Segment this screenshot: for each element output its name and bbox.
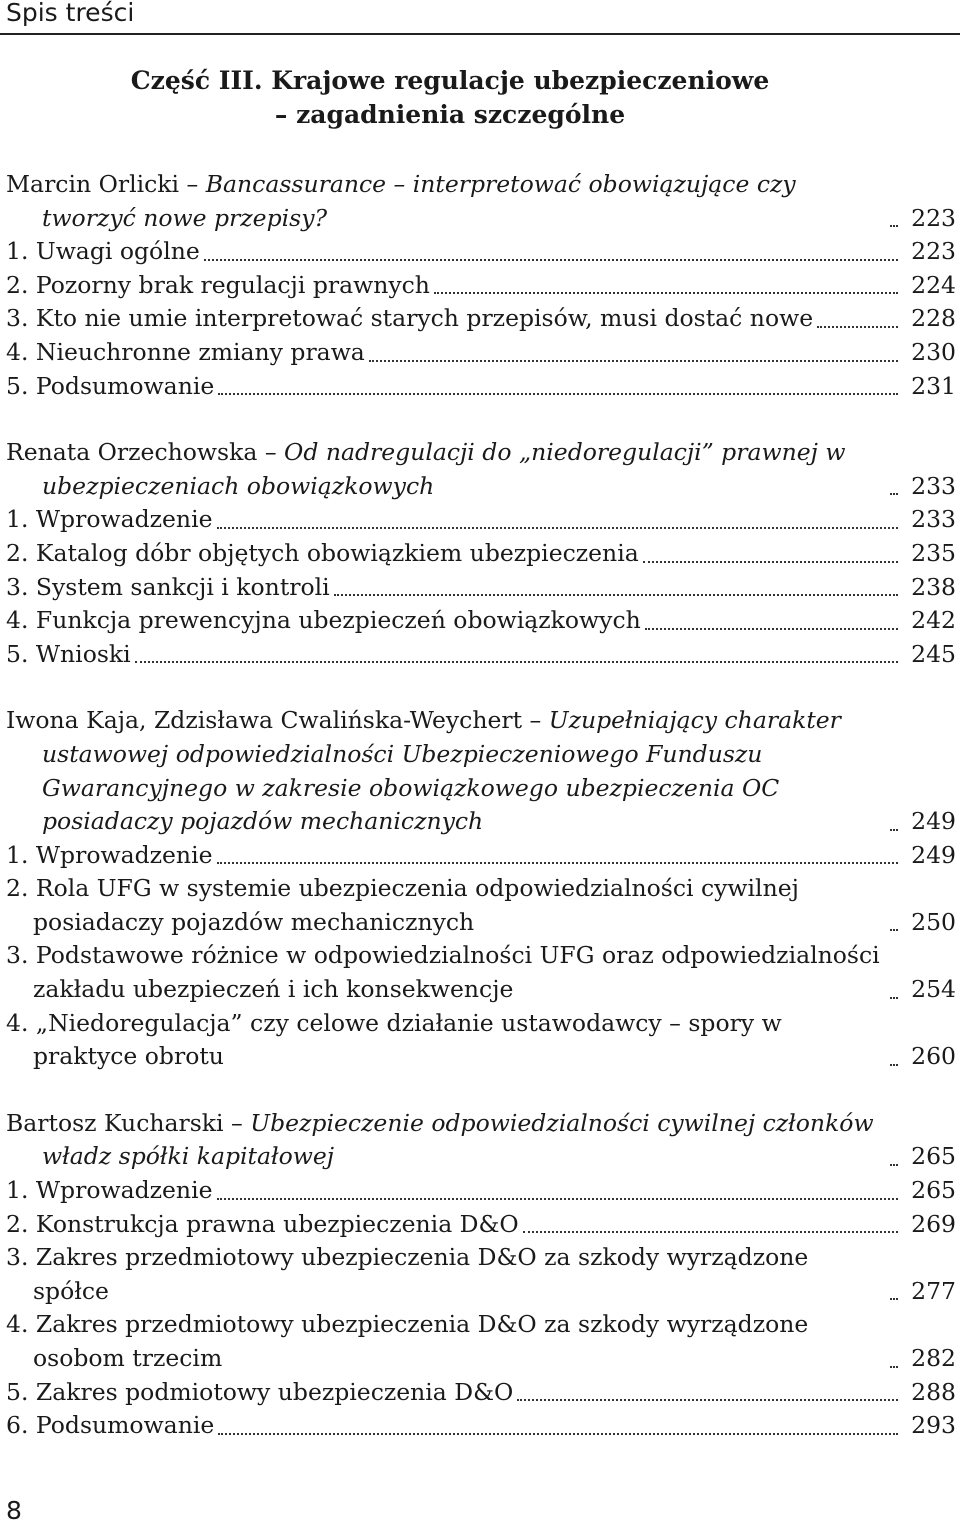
section-label: 3. Podstawowe różnice w odpowiedzialności UFG oraz odpowiedzialności zakładu ubezpieczeń i ich konsekwencje bbox=[6, 941, 880, 1004]
dot-leader bbox=[204, 259, 898, 261]
section-entry[interactable] bbox=[6, 370, 956, 404]
spacer bbox=[6, 1074, 956, 1107]
section-entry[interactable] bbox=[6, 1376, 956, 1410]
page-number: 231 bbox=[911, 371, 956, 400]
dot-leader bbox=[890, 997, 898, 999]
article-entry[interactable] bbox=[6, 1107, 956, 1174]
page-number: 224 bbox=[911, 270, 956, 299]
part-title bbox=[0, 64, 900, 132]
section-label: 2. Pozorny brak regulacji prawnych bbox=[6, 270, 430, 299]
section-label: 5. Podsumowanie bbox=[6, 371, 215, 400]
section-entry[interactable] bbox=[6, 503, 956, 537]
page-number: 254 bbox=[911, 975, 956, 1004]
section-label: 1. Wprowadzenie bbox=[6, 840, 213, 869]
dot-leader bbox=[890, 493, 898, 495]
page-number: 242 bbox=[911, 606, 956, 635]
article-heading: Marcin Orlicki – Bancassurance – interpretować obowiązujące czy tworzyć nowe przepisy? bbox=[6, 170, 796, 232]
section-entry[interactable] bbox=[6, 939, 956, 1006]
section-entry[interactable] bbox=[6, 571, 956, 605]
article-title: Bancassurance – interpretować obowiązujące czy tworzyć nowe przepisy? bbox=[42, 170, 796, 232]
section-label: 3. Kto nie umie interpretować starych przepisów, musi dostać nowe bbox=[6, 304, 814, 333]
dot-leader bbox=[217, 862, 899, 864]
page-number: 250 bbox=[911, 907, 956, 936]
page-number: 228 bbox=[911, 304, 956, 333]
article-entry[interactable] bbox=[6, 704, 956, 838]
section-entry[interactable] bbox=[6, 1007, 956, 1074]
section-entry[interactable] bbox=[6, 638, 956, 672]
article-heading: Renata Orzechowska – Od nadregulacji do „niedoregulacji” prawnej w ubezpieczeniach obowiązkowych bbox=[6, 438, 846, 500]
spacer bbox=[6, 403, 956, 436]
article-title: Od nadregulacji do „niedoregulacji” prawnej w ubezpieczeniach obowiązkowych bbox=[42, 438, 846, 500]
article-entry[interactable] bbox=[6, 436, 956, 503]
section-label: 1. Wprowadzenie bbox=[6, 505, 213, 534]
page-number: 260 bbox=[911, 1042, 956, 1071]
section-entry[interactable] bbox=[6, 1241, 956, 1308]
section-label: 2. Konstrukcja prawna ubezpieczenia D&O bbox=[6, 1209, 519, 1238]
dot-leader bbox=[890, 1164, 898, 1166]
dot-leader bbox=[523, 1231, 898, 1233]
dot-leader bbox=[369, 360, 898, 362]
section-entry[interactable] bbox=[6, 872, 956, 939]
page-number: 223 bbox=[911, 203, 956, 232]
section-label: 5. Zakres podmiotowy ubezpieczenia D&O bbox=[6, 1377, 514, 1406]
page-number: 265 bbox=[911, 1142, 956, 1171]
section-label: 4. Funkcja prewencyjna ubezpieczeń obowiązkowych bbox=[6, 606, 641, 635]
dot-leader bbox=[217, 1198, 899, 1200]
running-head: Spis treści bbox=[6, 0, 135, 27]
page-number: 230 bbox=[911, 337, 956, 366]
section-entry[interactable] bbox=[6, 1174, 956, 1208]
page-number: 293 bbox=[911, 1411, 956, 1440]
section-label: 4. Nieuchronne zmiany prawa bbox=[6, 337, 365, 366]
dot-leader bbox=[890, 1366, 898, 1368]
section-entry[interactable] bbox=[6, 235, 956, 269]
dot-leader bbox=[890, 1298, 898, 1300]
dot-leader bbox=[817, 326, 898, 328]
dot-leader bbox=[890, 829, 898, 831]
page-number: 235 bbox=[911, 538, 956, 567]
dot-leader bbox=[890, 929, 898, 931]
section-entry[interactable] bbox=[6, 604, 956, 638]
page-number: 249 bbox=[911, 840, 956, 869]
page-number: 223 bbox=[911, 237, 956, 266]
page-number: 288 bbox=[911, 1377, 956, 1406]
section-entry[interactable] bbox=[6, 269, 956, 303]
dot-leader bbox=[218, 1433, 898, 1435]
section-label: 1. Wprowadzenie bbox=[6, 1176, 213, 1205]
dot-leader bbox=[135, 661, 898, 663]
table-of-contents bbox=[6, 168, 956, 1443]
dot-leader bbox=[434, 292, 898, 294]
section-label: 3. System sankcji i kontroli bbox=[6, 572, 330, 601]
section-label: 5. Wnioski bbox=[6, 639, 131, 668]
section-entry[interactable] bbox=[6, 839, 956, 873]
article-author: Marcin Orlicki bbox=[6, 170, 180, 198]
page-number: 245 bbox=[911, 639, 956, 668]
dot-leader bbox=[890, 1064, 898, 1066]
section-entry[interactable] bbox=[6, 1208, 956, 1242]
page-number: 265 bbox=[911, 1176, 956, 1205]
section-entry[interactable] bbox=[6, 302, 956, 336]
header-rule bbox=[0, 33, 960, 35]
section-label: 6. Podsumowanie bbox=[6, 1411, 215, 1440]
page-number: 233 bbox=[911, 505, 956, 534]
spacer bbox=[6, 671, 956, 704]
section-entry[interactable] bbox=[6, 1409, 956, 1443]
article-title: Uzupełniający charakter ustawowej odpowiedzialności Ubezpieczeniowego Funduszu Gwarancyjnego w zakresie obowiązkowego ubezpieczenia OC posiadaczy pojazdów mechanicznych bbox=[42, 706, 841, 836]
dot-leader bbox=[890, 225, 898, 227]
section-entry[interactable] bbox=[6, 1308, 956, 1375]
part-title-line-2: – zagadnienia szczególne bbox=[274, 100, 626, 129]
dot-leader bbox=[334, 594, 898, 596]
article-heading: Iwona Kaja, Zdzisława Cwalińska-Weychert – Uzupełniający charakter ustawowej odpowiedzialności Ubezpieczeniowego Funduszu Gwarancyjnego w zakresie obowiązkowego ubezpieczenia OC posiadaczy pojazdów mechanicznych bbox=[6, 706, 841, 836]
page-number: 282 bbox=[911, 1344, 956, 1372]
section-label: 2. Katalog dóbr objętych obowiązkiem ubezpieczenia bbox=[6, 538, 639, 567]
section-label: 4. Zakres przedmiotowy ubezpieczenia D&O za szkody wyrządzone osobom trzecim bbox=[6, 1310, 809, 1372]
page-number: 238 bbox=[911, 572, 956, 601]
dot-leader bbox=[645, 628, 898, 630]
part-title-line-1: Część III. Krajowe regulacje ubezpieczeniowe bbox=[130, 66, 770, 95]
section-label: 1. Uwagi ogólne bbox=[6, 237, 200, 266]
article-author: Iwona Kaja, Zdzisława Cwalińska-Weychert bbox=[6, 706, 523, 735]
page-number: 277 bbox=[911, 1276, 956, 1305]
dot-leader bbox=[517, 1399, 898, 1401]
article-heading: Bartosz Kucharski – Ubezpieczenie odpowiedzialności cywilnej członków władz spółki kapitałowej bbox=[6, 1108, 874, 1171]
page-folio: 8 bbox=[6, 1496, 22, 1525]
section-entry[interactable] bbox=[6, 537, 956, 571]
page-number: 269 bbox=[911, 1209, 956, 1238]
page-number: 249 bbox=[911, 807, 956, 836]
section-label: 2. Rola UFG w systemie ubezpieczenia odpowiedzialności cywilnej posiadaczy pojazdów mechanicznych bbox=[6, 874, 799, 936]
section-entry[interactable] bbox=[6, 336, 956, 370]
dot-leader bbox=[218, 393, 898, 395]
dot-leader bbox=[643, 561, 898, 563]
article-title: Ubezpieczenie odpowiedzialności cywilnej członków władz spółki kapitałowej bbox=[42, 1108, 874, 1171]
article-author: Renata Orzechowska bbox=[6, 438, 258, 467]
article-entry[interactable] bbox=[6, 168, 956, 235]
dot-leader bbox=[217, 527, 899, 529]
page-number: 233 bbox=[911, 471, 956, 500]
article-author: Bartosz Kucharski bbox=[6, 1108, 224, 1137]
section-label: 3. Zakres przedmiotowy ubezpieczenia D&O za szkody wyrządzone spółce bbox=[6, 1243, 809, 1305]
section-label: 4. „Niedoregulacja” czy celowe działanie ustawodawcy – spory w praktyce obrotu bbox=[6, 1008, 782, 1071]
